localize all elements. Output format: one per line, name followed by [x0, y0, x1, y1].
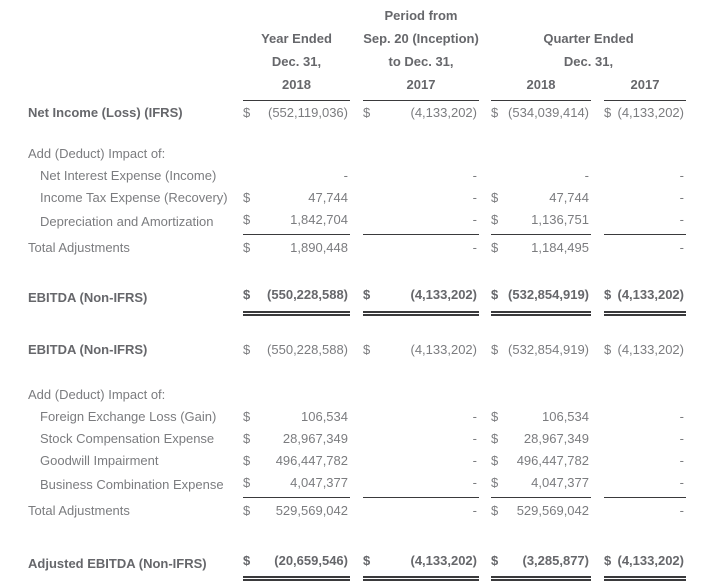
value-cell-col3: [491, 450, 591, 472]
column-gap: [479, 282, 491, 313]
value-cell-col3: [491, 234, 591, 260]
value-cell-col1: [243, 186, 350, 208]
cell-value: (20,659,546): [274, 552, 348, 568]
column-gap: [591, 338, 604, 362]
value-cell-col1: [243, 428, 350, 450]
value-cell-col1: [243, 338, 350, 362]
column-gap: [350, 498, 363, 524]
column-gap: [479, 548, 491, 579]
dollar-sign: $: [243, 475, 251, 491]
column-gap: [479, 164, 491, 186]
cell-value: 496,447,782: [275, 453, 348, 468]
value-cell-col4: [604, 142, 686, 164]
cell-value: -: [472, 239, 477, 255]
table-row: [28, 338, 686, 362]
dollar-sign: $: [243, 287, 251, 303]
cell-value: 106,534: [542, 409, 589, 424]
value-cell-col2: [363, 450, 479, 472]
row-label: Add (Deduct) Impact of:: [28, 387, 166, 402]
table-row: [28, 498, 686, 524]
header-row-2: [28, 27, 686, 50]
column-gap: [350, 472, 363, 498]
value-cell-col3: [491, 338, 591, 362]
column-gap: [591, 406, 604, 428]
header-period-from: Period from: [384, 8, 458, 23]
cell-value: -: [472, 503, 477, 519]
column-gap: [591, 472, 604, 498]
value-cell-col4: [604, 208, 686, 234]
column-gap: [591, 282, 604, 313]
value-cell-col2: [363, 234, 479, 260]
dollar-sign: $: [243, 552, 251, 568]
cell-value: 4,047,377: [290, 475, 348, 491]
value-cell-col1: [243, 100, 350, 124]
cell-value: (550,228,588): [267, 287, 348, 303]
row-label: Depreciation and Amortization: [40, 213, 214, 229]
dollar-sign: $: [604, 342, 612, 357]
column-gap: [479, 234, 491, 260]
value-cell-col3: [491, 100, 591, 124]
cell-value: -: [679, 503, 684, 519]
cell-value: (534,039,414): [508, 104, 589, 120]
header-row-3: [28, 50, 686, 73]
column-gap: [350, 428, 363, 450]
column-gap: [350, 164, 363, 186]
value-cell-col4: [604, 384, 686, 406]
value-cell-col4: [604, 282, 686, 313]
value-cell-col2: [363, 186, 479, 208]
value-cell-col3: [491, 142, 591, 164]
cell-value: -: [679, 239, 684, 255]
dollar-sign: $: [243, 409, 251, 424]
column-gap: [479, 450, 491, 472]
dollar-sign: $: [363, 104, 371, 120]
column-gap: [591, 428, 604, 450]
value-cell-col1: [243, 384, 350, 406]
header-year-2018-quarter: 2018: [491, 73, 591, 100]
cell-value: -: [472, 189, 477, 205]
value-cell-col1: [243, 472, 350, 498]
column-gap: [350, 208, 363, 234]
value-cell-col2: [363, 406, 479, 428]
spacer-row: [28, 313, 686, 338]
value-cell-col1: [243, 548, 350, 579]
cell-value: -: [679, 167, 684, 183]
cell-value: 1,842,704: [290, 211, 348, 227]
cell-value: (550,228,588): [267, 342, 348, 357]
dollar-sign: $: [491, 189, 499, 205]
column-gap: [350, 234, 363, 260]
value-cell-col1: [243, 406, 350, 428]
dollar-sign: $: [491, 104, 499, 120]
cell-value: -: [584, 167, 589, 183]
value-cell-col2: [363, 338, 479, 362]
dollar-sign: $: [491, 503, 499, 519]
table-row: [28, 142, 686, 164]
dollar-sign: $: [243, 503, 251, 519]
table-row: [28, 472, 686, 498]
ebitda-reconciliation-table: [28, 4, 686, 581]
cell-value: 106,534: [301, 409, 348, 424]
cell-value: -: [679, 409, 684, 424]
cell-value: -: [679, 211, 684, 227]
cell-value: 1,184,495: [531, 239, 589, 255]
column-gap: [350, 384, 363, 406]
dollar-sign: $: [491, 342, 499, 357]
column-gap: [350, 282, 363, 313]
cell-value: -: [472, 409, 477, 424]
value-cell-col2: [363, 498, 479, 524]
column-gap: [591, 186, 604, 208]
cell-value: (4,133,202): [410, 552, 477, 568]
cell-value: -: [679, 431, 684, 446]
cell-value: -: [679, 453, 684, 468]
column-gap: [479, 208, 491, 234]
row-label: Business Combination Expense: [40, 477, 224, 492]
dollar-sign: $: [491, 211, 499, 227]
dollar-sign: $: [604, 552, 612, 568]
value-cell-col3: [491, 428, 591, 450]
column-gap: [350, 338, 363, 362]
column-gap: [479, 406, 491, 428]
dollar-sign: $: [243, 342, 251, 357]
value-cell-col1: [243, 208, 350, 234]
value-cell-col3: [491, 472, 591, 498]
header-year-2017-period: 2017: [363, 73, 479, 100]
dollar-sign: $: [243, 431, 251, 446]
value-cell-col2: [363, 100, 479, 124]
column-gap: [591, 100, 604, 124]
table-row: [28, 428, 686, 450]
value-cell-col3: [491, 384, 591, 406]
column-gap: [479, 428, 491, 450]
header-row-years: [28, 73, 686, 100]
cell-value: (552,119,036): [268, 104, 348, 120]
value-cell-col4: [604, 428, 686, 450]
value-cell-col1: [243, 234, 350, 260]
value-cell-col2: [363, 428, 479, 450]
row-label: Goodwill Impairment: [40, 453, 159, 468]
cell-value: 529,569,042: [275, 503, 348, 519]
column-gap: [591, 142, 604, 164]
dollar-sign: $: [491, 431, 499, 446]
cell-value: -: [472, 211, 477, 227]
column-gap: [350, 186, 363, 208]
cell-value: -: [679, 475, 684, 491]
value-cell-col1: [243, 282, 350, 313]
dollar-sign: $: [604, 104, 612, 120]
header-quarter-ended: Quarter Ended: [543, 31, 634, 46]
column-gap: [350, 450, 363, 472]
value-cell-col1: [243, 498, 350, 524]
value-cell-col4: [604, 472, 686, 498]
dollar-sign: $: [363, 552, 371, 568]
value-cell-col4: [604, 406, 686, 428]
cell-value: (532,854,919): [508, 342, 589, 357]
row-label: Add (Deduct) Impact of:: [28, 145, 166, 161]
cell-value: (4,133,202): [410, 287, 477, 303]
value-cell-col1: [243, 450, 350, 472]
cell-value: -: [472, 431, 477, 446]
column-gap: [591, 548, 604, 579]
dollar-sign: $: [243, 189, 251, 205]
row-label: Net Income (Loss) (IFRS): [28, 104, 183, 120]
dollar-sign: $: [491, 409, 499, 424]
dollar-sign: $: [491, 287, 499, 303]
row-label: EBITDA (Non-IFRS): [28, 290, 148, 305]
cell-value: 529,569,042: [516, 503, 589, 519]
value-cell-col3: [491, 164, 591, 186]
column-gap: [479, 338, 491, 362]
value-cell-col3: [491, 186, 591, 208]
cell-value: 496,447,782: [516, 453, 589, 468]
column-gap: [350, 548, 363, 579]
table-header: [28, 4, 686, 100]
table-row: [28, 186, 686, 208]
value-cell-col1: [243, 164, 350, 186]
dollar-sign: $: [491, 475, 499, 491]
column-gap: [479, 384, 491, 406]
table-row: [28, 282, 686, 313]
value-cell-col4: [604, 234, 686, 260]
header-dec31-quarter: Dec. 31,: [563, 54, 614, 69]
cell-value: 47,744: [549, 189, 589, 205]
dollar-sign: $: [243, 211, 251, 227]
cell-value: -: [472, 475, 477, 491]
cell-value: (4,133,202): [410, 104, 477, 120]
value-cell-col4: [604, 186, 686, 208]
header-year-2018-annual: 2018: [243, 73, 350, 100]
column-gap: [479, 100, 491, 124]
cell-value: -: [472, 453, 477, 468]
table-row: [28, 450, 686, 472]
table-body: [28, 100, 686, 579]
cell-value: (4,133,202): [410, 342, 477, 357]
column-gap: [479, 186, 491, 208]
column-gap: [591, 164, 604, 186]
value-cell-col3: [491, 208, 591, 234]
dollar-sign: $: [491, 453, 499, 468]
value-cell-col3: [491, 498, 591, 524]
value-cell-col2: [363, 208, 479, 234]
header-inception: Sep. 20 (Inception): [363, 31, 479, 46]
value-cell-col2: [363, 472, 479, 498]
value-cell-col4: [604, 498, 686, 524]
row-label: Total Adjustments: [28, 239, 130, 255]
cell-value: 1,136,751: [531, 211, 589, 227]
dollar-sign: $: [243, 239, 251, 255]
cell-value: (4,133,202): [617, 104, 684, 120]
header-year-ended: Year Ended: [261, 31, 332, 46]
column-gap: [591, 384, 604, 406]
row-label: Adjusted EBITDA (Non-IFRS): [28, 555, 207, 571]
column-gap: [350, 100, 363, 124]
spacer-row: [28, 362, 686, 384]
column-gap: [479, 142, 491, 164]
dollar-sign: $: [363, 287, 371, 303]
dollar-sign: $: [604, 287, 612, 303]
table-row: [28, 384, 686, 406]
header-year-2017-quarter: 2017: [604, 73, 686, 100]
table-row: [28, 100, 686, 124]
cell-value: (532,854,919): [508, 287, 589, 303]
row-label: Net Interest Expense (Income): [40, 167, 217, 183]
dollar-sign: $: [363, 342, 371, 357]
header-to-dec31: to Dec. 31,: [388, 54, 454, 69]
cell-value: -: [679, 189, 684, 205]
table-row: [28, 406, 686, 428]
header-row-1: [28, 4, 686, 27]
cell-value: 47,744: [308, 189, 348, 205]
value-cell-col3: [491, 406, 591, 428]
value-cell-col4: [604, 100, 686, 124]
table-row: [28, 548, 686, 579]
spacer-row: [28, 124, 686, 142]
spacer-row: [28, 524, 686, 548]
value-cell-col2: [363, 164, 479, 186]
row-label: Stock Compensation Expense: [40, 431, 215, 446]
value-cell-col2: [363, 384, 479, 406]
row-label: Total Adjustments: [28, 503, 130, 518]
dollar-sign: $: [491, 552, 499, 568]
cell-value: -: [343, 167, 348, 183]
cell-value: 28,967,349: [282, 431, 348, 446]
cell-value: 28,967,349: [523, 431, 589, 446]
table-row: [28, 208, 686, 234]
value-cell-col1: [243, 142, 350, 164]
table-row: [28, 164, 686, 186]
value-cell-col4: [604, 548, 686, 579]
column-gap: [350, 142, 363, 164]
table-row: [28, 234, 686, 260]
column-gap: [591, 450, 604, 472]
value-cell-col2: [363, 548, 479, 579]
cell-value: (4,133,202): [617, 342, 684, 357]
value-cell-col3: [491, 282, 591, 313]
column-gap: [479, 472, 491, 498]
spacer-row: [28, 260, 686, 282]
value-cell-col3: [491, 548, 591, 579]
value-cell-col2: [363, 282, 479, 313]
value-cell-col4: [604, 338, 686, 362]
dollar-sign: $: [243, 453, 251, 468]
row-label: Income Tax Expense (Recovery): [40, 189, 228, 205]
row-label: Foreign Exchange Loss (Gain): [40, 409, 217, 424]
column-gap: [591, 498, 604, 524]
cell-value: (4,133,202): [617, 287, 684, 303]
cell-value: (3,285,877): [522, 552, 589, 568]
dollar-sign: $: [491, 239, 499, 255]
row-label: EBITDA (Non-IFRS): [28, 342, 148, 357]
value-cell-col2: [363, 142, 479, 164]
cell-value: -: [472, 167, 477, 183]
header-dec31-col1: Dec. 31,: [271, 54, 322, 69]
column-gap: [479, 498, 491, 524]
cell-value: 4,047,377: [531, 475, 589, 491]
cell-value: (4,133,202): [617, 552, 684, 568]
column-gap: [591, 208, 604, 234]
dollar-sign: $: [243, 104, 251, 120]
value-cell-col4: [604, 450, 686, 472]
column-gap: [350, 406, 363, 428]
column-gap: [591, 234, 604, 260]
value-cell-col4: [604, 164, 686, 186]
cell-value: 1,890,448: [290, 239, 348, 255]
